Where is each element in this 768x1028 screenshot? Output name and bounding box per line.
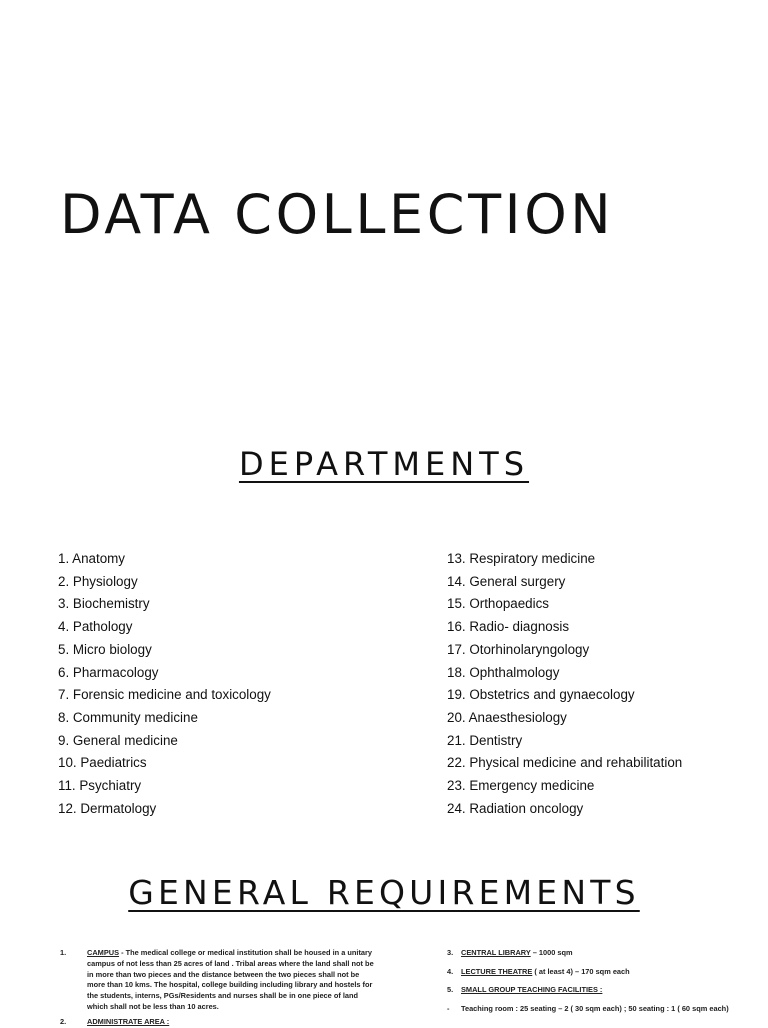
department-item: 1. Anatomy	[58, 551, 125, 566]
requirement-number: 4.	[447, 967, 454, 976]
requirement-teaching-room	[447, 1004, 762, 1015]
page-title: DATA COLLECTION	[60, 183, 615, 246]
department-item: 4. Pathology	[58, 619, 133, 635]
requirement-label: LECTURE THEATRE	[461, 967, 533, 976]
department-item: 18. Ophthalmology	[447, 664, 560, 680]
requirement-bullet: -	[447, 1004, 450, 1013]
department-item: 8. Community medicine	[58, 709, 198, 725]
department-item: 15. Orthopaedics	[447, 596, 549, 612]
department-item: 13. Respiratory medicine	[447, 551, 596, 566]
requirement-admin	[60, 1017, 374, 1028]
requirement-body	[87, 1017, 374, 1028]
requirement-text: - The medical college or medical institution shall be housed in a unitary campus of not less than 25 acres of land . Tribal areas where the land shall not be in more than two pieces and the distance between the two pieces shall not be more than 10 kms. The hospital, college building including library and hostels for the students, interns, PGs/Residents and nurses shall be in one piece of land which shall not be less than 10 acres.	[87, 948, 374, 1011]
department-item: 24. Radiation oncology	[447, 800, 584, 816]
requirement-label: SMALL GROUP TEACHING FACILITIES :	[461, 985, 603, 994]
department-item: 17. Otorhinolaryngology	[447, 641, 590, 657]
requirement-library	[447, 948, 762, 959]
requirement-body	[461, 967, 762, 978]
requirement-number: 3.	[447, 948, 454, 957]
department-item: 21. Dentistry	[447, 732, 523, 748]
department-item: 3. Biochemistry	[58, 596, 150, 612]
general-requirements-heading: GENERAL REQUIREMENTS	[128, 873, 640, 912]
requirement-number: 5.	[447, 985, 454, 994]
department-item: 9. General medicine	[58, 732, 178, 748]
requirement-text: – 1000 sqm	[530, 948, 573, 957]
departments-heading: DEPARTMENTS	[238, 445, 530, 483]
requirement-label: ADMINISTRATE AREA :	[87, 1017, 170, 1026]
department-item: 6. Pharmacology	[58, 664, 159, 680]
requirement-lecture-theatre	[447, 967, 762, 978]
departments-list-right	[447, 548, 682, 820]
department-item: 23. Emergency medicine	[447, 778, 595, 794]
requirement-text: ( at least 4) – 170 sqm each	[532, 967, 630, 976]
requirement-label: CAMPUS	[87, 948, 120, 957]
requirement-text: Teaching room : 25 seating – 2 ( 30 sqm each) ; 50 seating : 1 ( 60 sqm each)	[461, 1004, 729, 1013]
department-item: 11. Psychiatry	[58, 778, 142, 794]
department-item: 19. Obstetrics and gynaecology	[447, 687, 635, 703]
department-item: 14. General surgery	[447, 573, 566, 589]
department-item: 20. Anaesthesiology	[447, 709, 567, 725]
requirement-number: 1.	[60, 948, 67, 957]
department-item: 2. Physiology	[58, 573, 138, 589]
requirement-small-group	[447, 985, 762, 996]
requirement-body	[87, 948, 374, 1013]
requirement-number: 2.	[60, 1017, 67, 1026]
department-item: 5. Micro biology	[58, 641, 152, 657]
department-item: 10. Paediatrics	[58, 755, 147, 771]
department-item: 7. Forensic medicine and toxicology	[58, 687, 271, 703]
departments-list-left	[58, 548, 271, 820]
department-item: 16. Radio- diagnosis	[447, 619, 570, 635]
requirement-campus	[60, 948, 374, 1013]
department-item: 22. Physical medicine and rehabilitation	[447, 755, 683, 771]
requirement-label: CENTRAL LIBRARY	[461, 948, 531, 957]
requirement-body	[461, 948, 762, 959]
requirement-body	[461, 985, 762, 996]
department-item: 12. Dermatology	[58, 800, 157, 816]
